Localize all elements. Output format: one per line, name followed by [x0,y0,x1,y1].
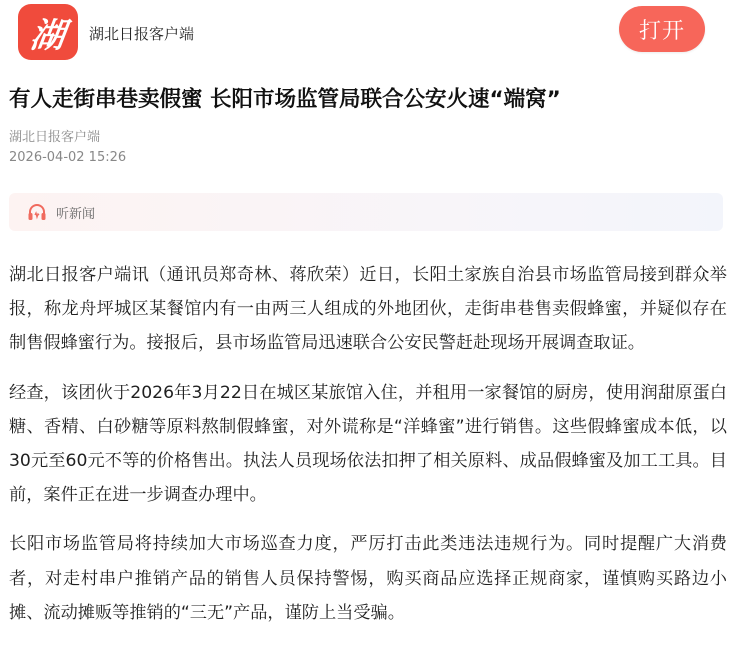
article-paragraph: 经查，该团伙于2026年3月22日在城区某旅馆入住，并租用一家餐馆的厨房，使用润甜原蛋白糖、香精、白砂糖等原料熬制假蜂蜜，对外谎称是“洋蜂蜜”进行销售。这些假蜂蜜成本低，以30元至60元不等的价格售出。执法人员现场依法扣押了相关原料、成品假蜂蜜及加工工具。目前，案件正在进一步调查办理中。 [9,382,727,506]
headphones-icon [26,201,48,223]
listen-label: 听新闻 [56,206,96,222]
app-name: 湖北日报客户端 [89,25,195,43]
article-title: 有人走街串巷卖假蜜 长阳市场监管局联合公安火速“端窝” [9,87,561,112]
app-logo[interactable] [18,4,78,60]
app-logo-glyph: 湖 [27,15,68,56]
article-datetime: 2026-04-02 15:26 [9,150,127,165]
article-body [9,258,727,645]
open-app-button[interactable]: 打开 [619,6,705,52]
article-paragraph: 湖北日报客户端讯（通讯员郑奇林、蒋欣荣）近日，长阳土家族自治县市场监管局接到群众举报，称龙舟坪城区某餐馆内有一由两三人组成的外地团伙，走街串巷售卖假蜂蜜，并疑似存在制售假蜂蜜行为。接报后，县市场监管局迅速联合公安民警赶赴现场开展调查取证。 [9,265,727,354]
article-source[interactable]: 湖北日报客户端 [9,130,101,145]
listen-news-button[interactable] [9,193,723,231]
article-paragraph: 长阳市场监管局将持续加大市场巡查力度，严厉打击此类违法违规行为。同时提醒广大消费者，对走村串户推销产品的销售人员保持警惕，购买商品应选择正规商家，谨慎购买路边小摊、流动摊贩等推销的“三无”产品，谨防上当受骗。 [9,534,727,623]
app-download-bar [0,0,733,68]
